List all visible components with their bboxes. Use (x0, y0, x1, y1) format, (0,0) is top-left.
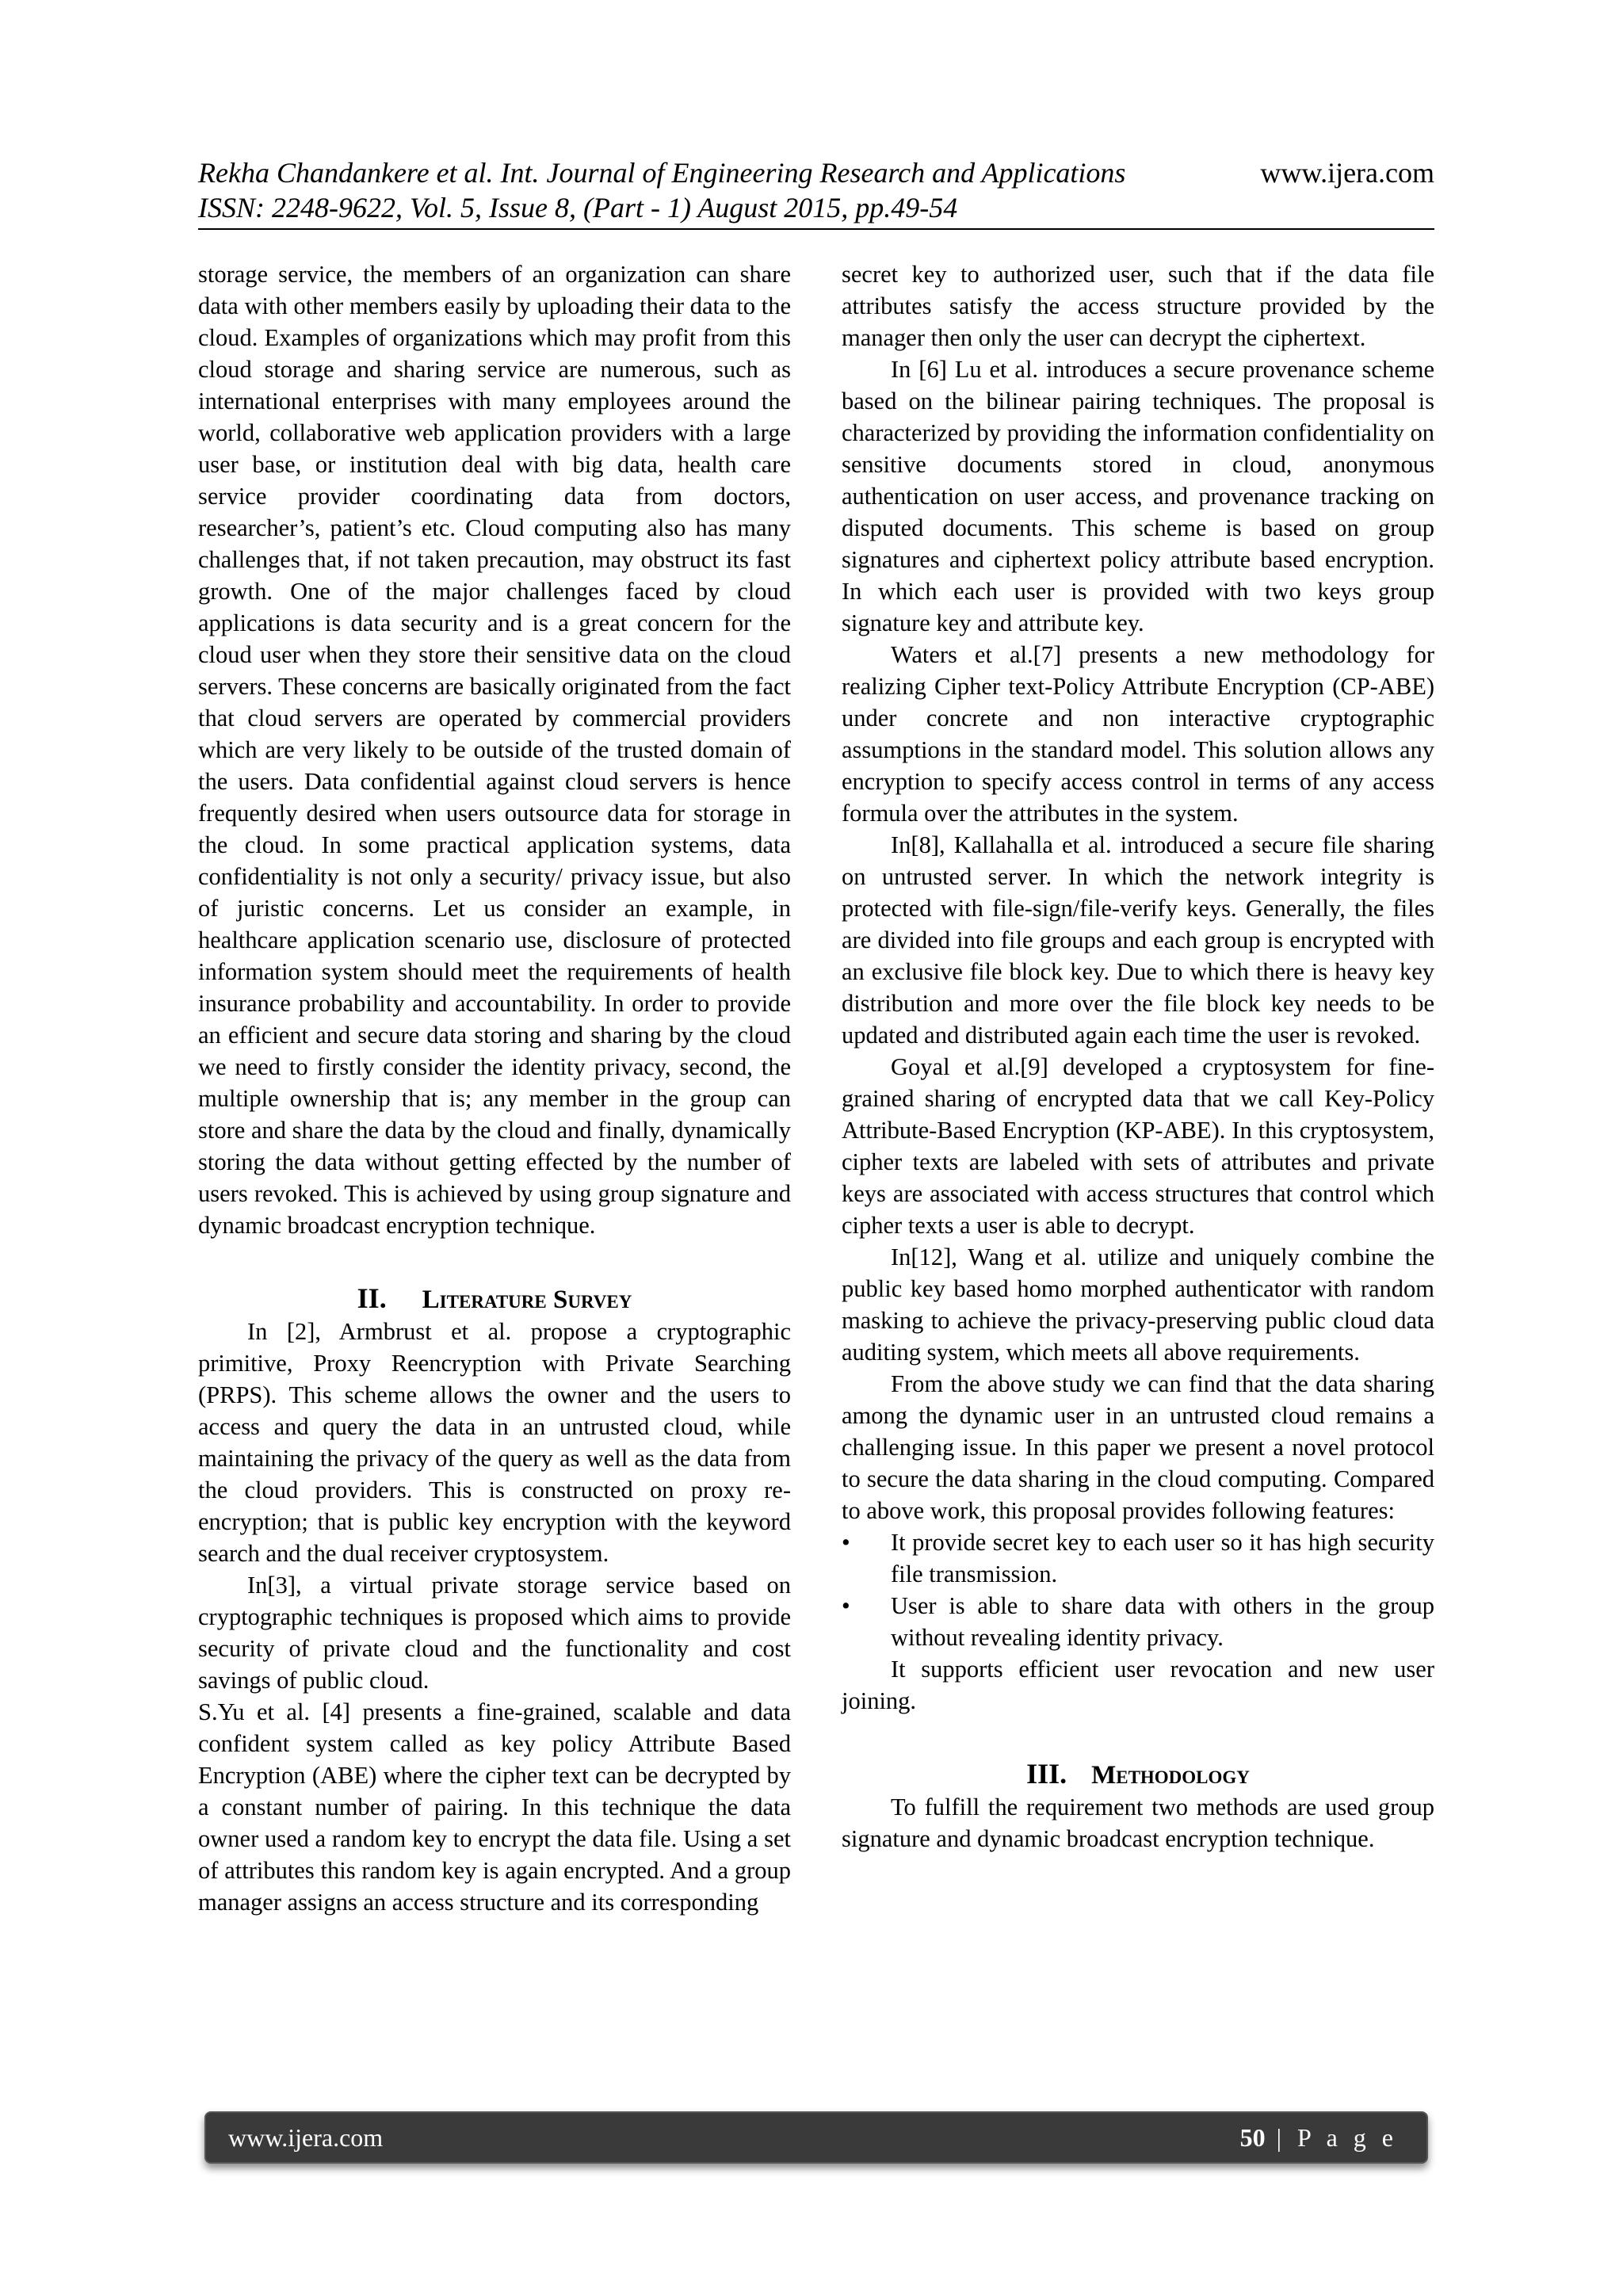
paragraph-secret-key: secret key to authorized user, such that if the data file attributes satisfy the access structure provided by the manager then only the user can decrypt the ciphertext. (842, 261, 1434, 351)
page-label: | P a g e (1265, 2122, 1398, 2152)
page-number-value: 50 (1239, 2122, 1266, 2152)
footer-url-link[interactable]: www.ijera.com (228, 2122, 384, 2152)
bullet-marker: • (842, 1592, 850, 1619)
paragraph-lu: In [6] Lu et al. introduces a secure provenance scheme based on the bilinear pairing techniques. The proposal is characterized by providing the information confidentiality on sensitive documents stored in cloud, anonymous authentication on user access, and provenance tracking on disputed documents. This scheme is based on group signatures and ciphertext policy attribute based encryption. In which each user is provided with two keys group signature key and attribute key. (842, 356, 1434, 636)
running-header (198, 155, 1434, 225)
paragraph-goyal: Goyal et al.[9] developed a cryptosystem for fine-grained sharing of encrypted data that we call Key-Policy Attribute-Based Encryption (KP-ABE). In this cryptosystem, cipher texts are labeled with sets of attributes and private keys are associated with access structures that control which cipher texts a user is able to decrypt. (842, 1053, 1434, 1239)
header-issn-line: ISSN: 2248-9622, Vol. 5, Issue 8, (Part - 1) August 2015, pp.49-54 (198, 192, 958, 223)
section-title: Literature Survey (422, 1286, 632, 1314)
bullet-text: User is able to share data with others in the group without revealing identity privacy. (891, 1592, 1434, 1651)
section-number: III. (1026, 1758, 1067, 1790)
paragraph-revocation: It supports efficient user revocation and new user joining. (842, 1656, 1434, 1714)
section-heading-methodology (842, 1758, 1434, 1791)
paragraph-kallahalla: In[8], Kallahalla et al. introduced a secure file sharing on untrusted server. In which the network integrity is protected with file-sign/file-verify keys. Generally, the files are divided into file groups and each group is encrypted with an exclusive file block key. Due to which there is heavy key distribution and more over the file block key needs to be updated and distributed again each time the user is revoked. (842, 831, 1434, 1049)
header-url-link[interactable]: www.ijera.com (1260, 157, 1434, 189)
right-column (842, 258, 1434, 1855)
section-title: Methodology (1091, 1761, 1250, 1790)
paragraph-virtual-private-storage: In[3], a virtual private storage service based on cryptographic techniques is proposed which aims to provide security of private cloud and the functionality and cost savings of public cloud. (198, 1572, 791, 1694)
bullet-item (842, 1526, 1434, 1590)
paragraph-syu: S.Yu et al. [4] presents a fine-grained, scalable and data confident system called as key policy Attribute Based Encryption (ABE) where the cipher text can be decrypted by a constant number of pairing. In this technique the data owner used a random key to encrypt the data file. Using a set of attributes this random key is again encrypted. And a group manager assigns an access structure and its corresponding (198, 1698, 791, 1916)
bullet-text: It provide secret key to each user so it has high security file transmission. (891, 1529, 1434, 1587)
header-journal-line: Rekha Chandankere et al. Int. Journal of Engineering Research and Applications (198, 157, 1126, 189)
section-number: II. (357, 1282, 387, 1314)
paragraph-study-summary: From the above study we can find that the data sharing among the dynamic user in an untrusted cloud remains a challenging issue. In this paper we present a novel protocol to secure the data sharing in the cloud computing. Compared to above work, this proposal provides following features: (842, 1370, 1434, 1524)
bullet-item (842, 1590, 1434, 1653)
bullet-marker: • (842, 1529, 850, 1556)
paragraph-armbrust: In [2], Armbrust et al. propose a cryptographic primitive, Proxy Reencryption with Private Searching (PRPS). This scheme allows the owner and the users to access and query the data in an untrusted cloud, while maintaining the privacy of the query as well as the data from the cloud providers. This is constructed on proxy re-encryption; that is public key encryption with the keyword search and the dual receiver cryptosystem. (198, 1318, 791, 1567)
section-heading-literature-survey (198, 1282, 791, 1316)
left-column (198, 258, 791, 1918)
paragraph-intro-continued: storage service, the members of an organization can share data with other members easily by uploading their data to the cloud. Examples of organizations which may profit from this cloud storage and sharing service are numerous, such as international enterprises with many employees around the world, collaborative web application providers with a large user base, or institution deal with big data, health care service provider coordinating data from doctors, researcher’s, patient’s etc. Cloud computing also has many challenges that, if not taken precaution, may obstruct its fast growth. One of the major challenges faced by cloud applications is data security and is a great concern for the cloud user when they store their sensitive data on the cloud servers. These concerns are basically originated from the fact that cloud servers are operated by commercial providers which are very likely to be outside of the trusted domain of the users. Data confidential against cloud servers is hence frequently desired when users outsource data for storage in the cloud. In some practical application systems, data confidentiality is not only a security/ privacy issue, but also of juristic concerns. Let us consider an example, in healthcare application scenario use, disclosure of protected information system should meet the requirements of health insurance probability and accountability. In order to provide an efficient and secure data storing and sharing by the cloud we need to firstly consider the identity privacy, second, the multiple ownership that is; any member in the group can store and share the data by the cloud and finally, dynamically storing the data without getting effected by the number of users revoked. This is achieved by using group signature and dynamic broadcast encryption technique. (198, 261, 791, 1239)
header-divider (198, 228, 1434, 230)
page-footer (204, 2111, 1428, 2164)
paragraph-wang: In[12], Wang et al. utilize and uniquely combine the public key based homo morphed authenticator with random masking to achieve the privacy-preserving public cloud data auditing system, which meets all above requirements. (842, 1244, 1434, 1366)
paragraph-waters: Waters et al.[7] presents a new methodology for realizing Cipher text-Policy Attribute Encryption (CP-ABE) under concrete and non interactive cryptographic assumptions in the standard model. This solution allows any encryption to specify access control in terms of any access formula over the attributes in the system. (842, 641, 1434, 827)
paragraph-methodology: To fulfill the requirement two methods are used group signature and dynamic broadcast encryption technique. (842, 1794, 1434, 1852)
page-number (1240, 2123, 1398, 2153)
